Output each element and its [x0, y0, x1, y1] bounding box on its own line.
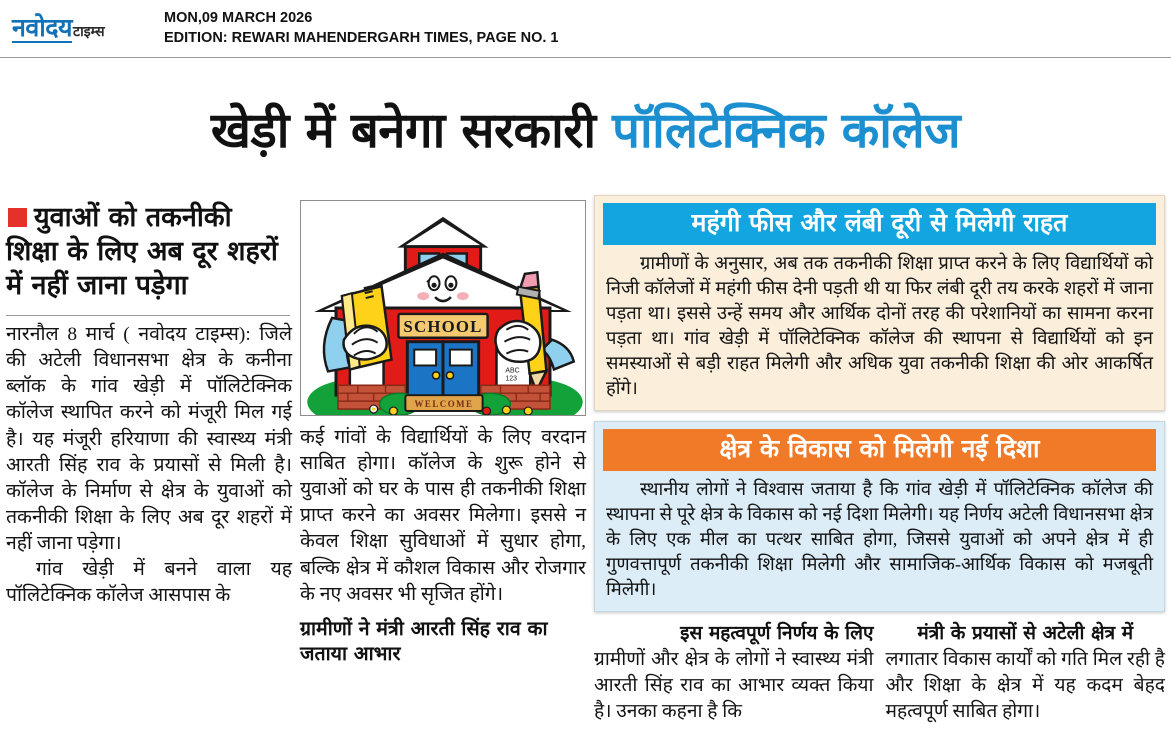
highlight-panel-development — [594, 421, 1165, 612]
paragraph: गांव खेड़ी में बनने वाला यह पॉलिटेक्निक कॉलेज आसपास के — [6, 558, 292, 607]
divider — [6, 315, 290, 316]
paragraph: कई गांवों के विद्यार्थियों के लिए वरदान साबित होगा। कॉलेज के शुरू होने से युवाओं को घर के पास ही तकनीकी शिक्षा प्राप्त करने का अवसर मिलेगा। इससे न केवल शिक्षा सुविधाओं में सुधार होगा, बल्कि क्षेत्र में कौशल विकास और रोजगार के नए अवसर भी सृजित होंगे। — [300, 427, 586, 605]
red-square-bullet-icon — [8, 208, 27, 227]
column-middle — [300, 195, 586, 735]
panel-banner-orange: क्षेत्र के विकास को मिलेगी नई दिशा — [603, 429, 1156, 471]
article-kicker — [6, 195, 292, 303]
date-line: MON,09 MARCH 2026 — [164, 10, 313, 27]
kicker-text: युवाओं को तकनीकी शिक्षा के लिए अब दूर शहरों में नहीं जाना पड़ेगा — [6, 202, 278, 302]
newspaper-logo[interactable] — [8, 12, 154, 43]
svg-text:123: 123 — [505, 375, 517, 383]
bottom-left-heading: इस महत्वपूर्ण निर्णय के लिए — [680, 622, 874, 645]
logo-sub-text: टाइम्स — [73, 23, 105, 40]
panel-body-text: ग्रामीणों के अनुसार, अब तक तकनीकी शिक्षा प्राप्त करने के लिए विद्यार्थियों को निजी कॉलेजों में महंगी फीस देनी पड़ती थी या फिर लंबी दूरी तय करके शहरों में जाना पड़ता था। इससे उन्हें समय और आर्थिक दोनों तरह की परेशानियों का सामना करना पड़ता था। गांव खेड़ी में पॉलिटेक्निक कॉलेज की स्थापना से विद्यार्थियों को इन समस्याओं से बड़ी राहत मिलेगी और अधिक युवा तकनीकी शिक्षा की ओर आकर्षित होंगे। — [606, 253, 1153, 399]
left-body-text — [6, 322, 292, 609]
notepad-text: ABC — [505, 367, 520, 375]
bottom-column-left — [594, 622, 874, 724]
bottom-columns — [594, 622, 1165, 724]
paragraph: नारनौल 8 मार्च ( नवोदय टाइम्स): जिले की अटेली विधानसभा क्षेत्र के कनीना ब्लॉक के गांव खेड़ी में पॉलिटेक्निक कॉलेज स्थापित करने को मंजूरी मिल गई है। यह मंजूरी हरियाणा की स्वास्थ्य मंत्री आरती सिंह राव के प्रयासों से मिली है। कॉलेज के निर्माण से क्षेत्र के युवाओं को तकनीकी शिक्षा के लिए अब दूर शहरों में नहीं जाना पड़ेगा। — [6, 324, 292, 554]
bottom-left-text: ग्रामीणों और क्षेत्र के लोगों ने स्वास्थ्य मंत्री आरती सिंह राव का आभार व्यक्त किया है। उनका कहना है कि — [594, 649, 874, 722]
bottom-right-heading: मंत्री के प्रयासों से अटेली क्षेत्र में — [917, 622, 1134, 645]
headline-part-blue: पॉलिटेक्निक कॉलेज — [612, 101, 961, 159]
masthead — [0, 0, 1171, 58]
middle-body-text — [300, 425, 586, 608]
headline-part-black: खेड़ी में बनेगा सरकारी — [210, 101, 596, 159]
article-body — [0, 195, 1171, 735]
edition-info — [154, 9, 558, 48]
highlight-panel-relief — [594, 195, 1165, 411]
column-right — [594, 195, 1165, 735]
welcome-mat-text: WELCOME — [414, 399, 474, 410]
schoolhouse-illustration — [300, 200, 586, 416]
bottom-right-text: लगातार विकास कार्यों को गति मिल रही है और शिक्षा के क्षेत्र में यह कदम बेहद महत्वपूर्ण साबित होगा। — [885, 649, 1165, 722]
page-title — [0, 91, 1171, 162]
bottom-column-right — [886, 622, 1166, 724]
edition-line: EDITION: REWARI MAHENDERGARH TIMES, PAGE NO. 1 — [164, 29, 559, 46]
logo-main-text: नवोदय — [12, 12, 73, 42]
middle-subheading: ग्रामीणों ने मंत्री आरती सिंह राव का जताया आभार — [300, 616, 548, 666]
panel-banner-blue: महंगी फीस और लंबी दूरी से मिलेगी राहत — [603, 203, 1156, 245]
school-sign-text: SCHOOL — [403, 316, 483, 336]
column-left — [6, 195, 292, 735]
schoolhouse-icon — [301, 201, 585, 415]
panel-body-text: स्थानीय लोगों ने विश्वास जताया है कि गांव खेड़ी में पॉलिटेक्निक कॉलेज की स्थापना से पूरे क्षेत्र के विकास को नई दिशा मिलेगी। यह निर्णय अटेली विधानसभा क्षेत्र के लिए एक मील का पत्थर साबित होगा, जिससे युवाओं को अपने क्षेत्र में ही गुणवत्तापूर्ण तकनीकी शिक्षा मिलेगी और सामाजिक-आर्थिक विकास को मजबूती मिलेगी। — [606, 479, 1153, 600]
